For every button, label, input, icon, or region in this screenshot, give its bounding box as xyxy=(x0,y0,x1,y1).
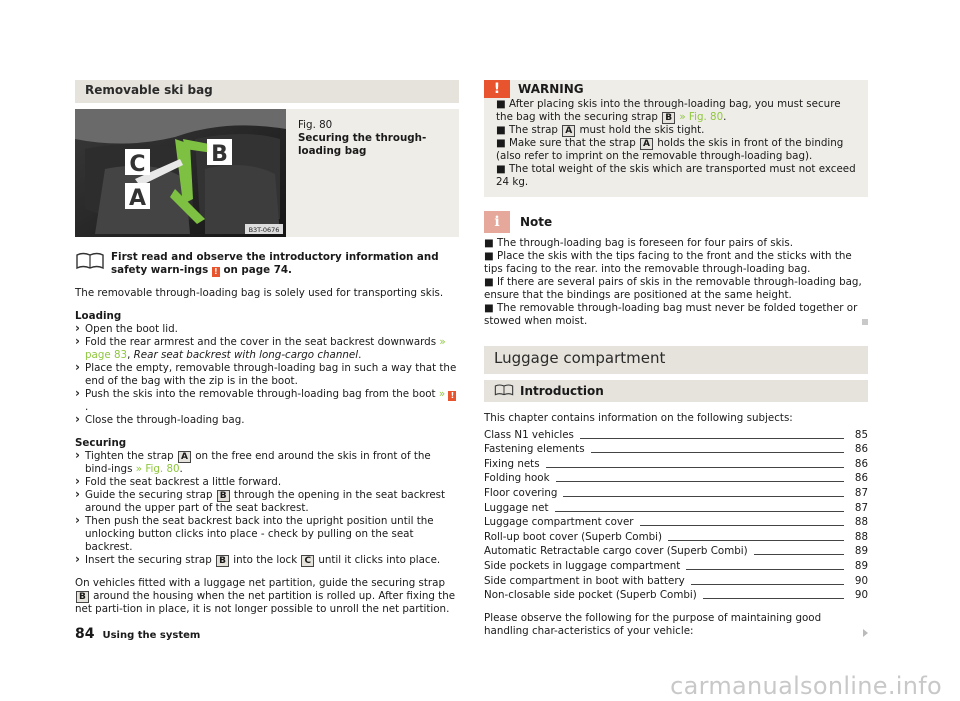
left-column xyxy=(75,80,459,616)
intro-header xyxy=(484,380,868,402)
warning-link[interactable]: » xyxy=(438,388,446,400)
closing-paragraph: On vehicles fitted with a luggage net partition, guide the securing strap B around the housing when the net partition is rolled up. After fixing the net parti-tion in place, it is not longer possible to unroll the net partition. xyxy=(75,577,456,615)
list-item: ■ After placing skis into the through-loading bag, you must secure the bag with the securing strap B » Fig. 80. xyxy=(496,98,841,123)
page-link[interactable]: » page 83 xyxy=(85,336,446,361)
toc-item[interactable]: Automatic Retractable cargo cover (Superb Combi) 89 xyxy=(484,545,868,558)
toc-item[interactable]: Roll-up boot cover (Superb Combi) 88 xyxy=(484,530,868,543)
loading-title: Loading xyxy=(75,310,122,322)
list-item: › Fold the seat backrest a little forward. xyxy=(75,476,459,489)
footer-section: Using the system xyxy=(102,630,201,641)
list-item: › Open the boot lid. xyxy=(75,323,459,336)
list-item: ■ The strap A must hold the skis tight. xyxy=(496,124,705,136)
read-first-text: First read and observe the introductory information and safety warn-ings xyxy=(111,251,439,276)
continue-arrow-icon xyxy=(863,629,868,637)
info-icon: i xyxy=(484,211,510,233)
warning-icon: ! xyxy=(448,391,456,401)
end-mark-icon xyxy=(862,319,868,325)
toc-item[interactable]: Class N1 vehicles 85 xyxy=(484,428,868,441)
list-item: › Then push the seat backrest back into the upright position until the unlocking button clicks into place - check by pulling on the seat backrest. xyxy=(75,515,459,554)
section-title: Removable ski bag xyxy=(75,80,459,103)
list-item: › Fold the rear armrest and the cover in the seat backrest downwards » page 83, Rear seat backrest with long-cargo channel. xyxy=(75,336,459,362)
list-item: ■ If there are several pairs of skis in the removable through-loading bag, ensure that the bindings are positioned at the same height. xyxy=(484,276,862,301)
figure-link[interactable]: » Fig. 80 xyxy=(135,463,180,475)
watermark: carmanualsonline.info xyxy=(670,672,942,700)
intro-text: This chapter contains information on the following subjects: xyxy=(484,412,793,424)
list-item: › Place the empty, removable through-loading bag in such a way that the end of the bag with the zip is in the boot. xyxy=(75,362,459,388)
book-icon xyxy=(75,251,111,275)
list-item: ■ The through-loading bag is foreseen for four pairs of skis. xyxy=(484,237,794,249)
toc-list xyxy=(484,427,868,602)
page-number: 84 xyxy=(75,626,95,642)
toc-item[interactable]: Luggage net 87 xyxy=(484,501,868,514)
toc-item[interactable]: Fastening elements 86 xyxy=(484,443,868,456)
book-icon xyxy=(494,383,514,400)
warning-icon: ! xyxy=(212,267,220,277)
figure-label-c: C xyxy=(129,152,146,177)
figure-number: Fig. 80 xyxy=(298,119,333,131)
figure-caption-text: Securing the through-loading bag xyxy=(298,132,427,157)
list-item: › Tighten the strap A on the free end around the skis in front of the bind-ings » Fig. 80. xyxy=(75,450,459,476)
figure-code: B3T-0676 xyxy=(248,226,280,234)
page-footer xyxy=(75,628,200,642)
securing-title: Securing xyxy=(75,437,127,449)
intro-paragraph: The removable through-loading bag is solely used for transporting skis. xyxy=(75,287,444,299)
warning-icon: ! xyxy=(484,80,510,98)
toc-item[interactable]: Floor covering 87 xyxy=(484,486,868,499)
note-title: Note xyxy=(520,214,553,229)
figure-80 xyxy=(75,109,459,237)
toc-item[interactable]: Fixing nets 86 xyxy=(484,457,868,470)
list-item: › Guide the securing strap B through the opening in the seat backrest around the upper part of the seat backrest. xyxy=(75,489,459,515)
figure-label-b: B xyxy=(211,142,228,167)
list-item: › Close the through-loading bag. xyxy=(75,414,459,427)
list-item: ■ Make sure that the strap A holds the skis in front of the binding (also refer to imprint on the removable through-loading bag). xyxy=(496,137,844,162)
right-column xyxy=(484,80,868,638)
toc-item[interactable]: Luggage compartment cover 88 xyxy=(484,516,868,529)
note-header xyxy=(484,211,868,233)
list-item: ■ Place the skis with the tips facing to the front and the sticks with the tips facing to the rear. into the removable through-loading bag. xyxy=(484,250,852,275)
toc-item[interactable]: Non-closable side pocket (Superb Combi) 90 xyxy=(484,589,868,602)
securing-steps xyxy=(75,450,459,567)
figure-caption xyxy=(286,109,459,237)
read-first-page: on page 74. xyxy=(219,264,292,276)
closing-paragraph: Please observe the following for the purpose of maintaining good handling char-acteristics of your vehicle: xyxy=(484,612,868,638)
intro-title: Introduction xyxy=(520,383,604,398)
toc-item[interactable]: Side compartment in boot with battery 90 xyxy=(484,574,868,587)
list-item: ■ The removable through-loading bag must never be folded together or stowed when moist. xyxy=(484,302,868,328)
note-body xyxy=(484,237,868,328)
chapter-title: Luggage compartment xyxy=(484,346,868,374)
list-item: ■ The total weight of the skis which are transported must not exceed 24 kg. xyxy=(496,163,856,188)
toc-item[interactable]: Side pockets in luggage compartment 89 xyxy=(484,559,868,572)
warning-title: WARNING xyxy=(518,81,584,96)
list-item: › Insert the securing strap B into the lock C until it clicks into place. xyxy=(75,554,459,567)
ski-bag-photo xyxy=(75,109,286,237)
read-first-notice xyxy=(75,251,459,277)
list-item: › Push the skis into the removable through-loading bag from the boot » !. xyxy=(75,388,459,414)
loading-steps xyxy=(75,323,459,427)
figure-link[interactable]: » Fig. 80 xyxy=(676,111,724,123)
toc-item[interactable]: Folding hook 86 xyxy=(484,472,868,485)
figure-label-a: A xyxy=(128,186,147,211)
warning-box xyxy=(484,80,868,197)
